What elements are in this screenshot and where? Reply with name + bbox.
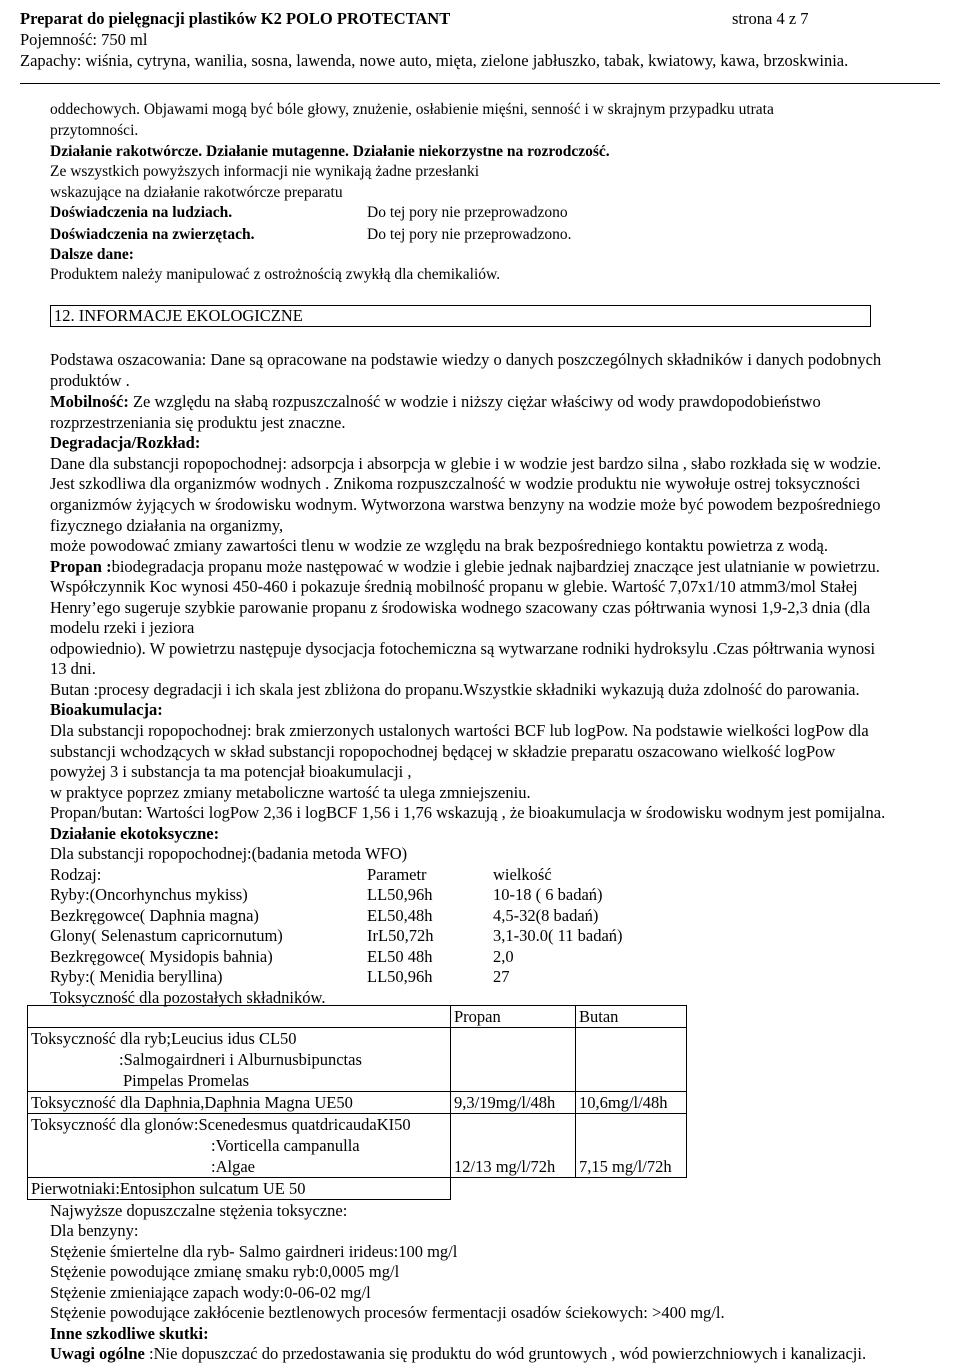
table-cell	[28, 1114, 451, 1178]
table-row	[28, 1092, 687, 1114]
ecotox-cell: 3,1-30.0( 11 badań)	[493, 926, 623, 945]
bioaccumulation-label: Bioakumulacja:	[50, 700, 163, 719]
human-label: Doświadczenia na ludziach.	[50, 204, 233, 221]
table-cell	[28, 1006, 451, 1028]
ecotox-cell: LL50,96h	[367, 885, 433, 904]
ecotox-cell: 4,5-32(8 badań)	[493, 906, 599, 925]
animal-value: Do tej pory nie przeprowadzono.	[367, 226, 572, 243]
ecotox-cell: EL50 48h	[367, 947, 433, 966]
table-row	[28, 1114, 687, 1178]
table-row	[28, 1178, 687, 1200]
mobility-label: Mobilność:	[50, 392, 129, 411]
scents: Zapachy: wiśnia, cytryna, wanilia, sosna, lawenda, nowe auto, mięta, zielone jabłuszko, tabak, kwiatowy, kawa, brzoskwinia.	[20, 51, 849, 70]
tox-line-2: przytomności.	[50, 122, 139, 139]
fish-line-2: :Salmogairdneri i Alburnusbipunctas	[119, 1050, 362, 1069]
bio-propan-label: Propan/butan:	[50, 803, 143, 822]
protozoa-label: Pierwotniaki:Entosiphon sulcatum UE 50	[28, 1178, 451, 1200]
ecotox-header-row	[50, 864, 552, 885]
mobility-line-2: rozprzestrzeniania się produktu jest znaczne.	[50, 413, 346, 432]
general-text: :Nie dopuszczać do przedostawania się produktu do wód gruntowych , wód powierzchniowych i kanalizacji.	[144, 1344, 867, 1363]
toxicity-table	[27, 1005, 687, 1200]
limits-line: Stężenie zmieniające zapach wody:0-06-02 mg/l	[50, 1283, 371, 1302]
further-data-text: Produktem należy manipulować z ostrożnością zwykłą dla chemikaliów.	[50, 266, 501, 283]
fish-line-1: Toksyczność dla ryb;Leucius idus CL50	[31, 1029, 297, 1048]
ecotox-row	[50, 905, 599, 926]
ecotox-row	[50, 925, 623, 946]
degradation-line: odpowiednio). W powietrzu następuje dysocjacja fotochemiczna są wytwarzane rodniki hydroksylu .Czas półtrwania wynosi	[50, 639, 876, 658]
degradation-line: Jest szkodliwa dla organizmów wodnych . Znikoma rozpuszczalność w wodzie produktu nie wywołuje ostrej toksyczności	[50, 474, 861, 493]
ecotox-row	[50, 884, 603, 905]
ecotox-label: Działanie ekotoksyczne:	[50, 824, 220, 843]
ecotox-cell: EL50,48h	[367, 906, 433, 925]
ecotox-cell: IrL50,72h	[367, 926, 434, 945]
degradation-line: modelu rzeki i jeziora	[50, 618, 195, 637]
daphnia-propan: 9,3/19mg/l/48h	[451, 1092, 576, 1114]
degradation-label: Degradacja/Rozkład:	[50, 433, 201, 452]
propan-text: biodegradacja propanu może następować w wodzie i glebie jednak najbardziej znaczące jest ulatnianie w powietrzu.	[111, 557, 880, 576]
degradation-line: Butan :procesy degradacji i ich skala jest zbliżona do propanu.Wszystkie składniki wykazują duża zdolność do parowania.	[50, 680, 860, 699]
degradation-line: organizmów żyjących w środowisku wodnym. Wytworzona warstwa benzyny na wodzie może być powodem bezpośredniego	[50, 495, 881, 514]
degradation-line: może powodować zmiany zawartości tlenu w wodzie ze względu na brak bezpośredniego kontaktu powietrza z wodą.	[50, 536, 828, 555]
table-row	[28, 1028, 687, 1092]
ecotox-cell: Bezkręgowce( Daphnia magna)	[50, 906, 259, 925]
ecotox-cell: Bezkręgowce( Mysidopis bahnia)	[50, 947, 273, 966]
ecotox-cell: Glony( Selenastum capricornutum)	[50, 926, 283, 945]
bioaccumulation-line: w praktyce poprzez zmiany metaboliczne wartość ta ulega zmniejszeniu.	[50, 783, 531, 802]
bioaccumulation-line: powyżej 3 i substancja ta ma potencjał bioakumulacji ,	[50, 762, 412, 781]
ecotox-intro: Dla substancji ropopochodnej:(badania metoda WFO)	[50, 844, 408, 863]
table-header-propan: Propan	[451, 1006, 576, 1028]
table-header-butan: Butan	[576, 1006, 687, 1028]
degradation-line: 13 dni.	[50, 659, 96, 678]
basis-line-1: Podstawa oszacowania: Dane są opracowane na podstawie wiedzy o danych poszczególnych składników i danych podobnych	[50, 350, 882, 369]
bio-propan-text: Wartości logPow 2,36 i logBCF 1,56 i 1,76 wskazują , że bioakumulacja w środowisku wodnym jest pomijalna.	[142, 803, 886, 822]
algae-propan: 12/13 mg/l/72h	[451, 1114, 576, 1178]
table-row	[28, 1006, 687, 1028]
header-rule	[20, 83, 940, 84]
document-title: Preparat do pielęgnacji plastików K2 POLO PROTECTANT	[20, 9, 451, 28]
ecotox-col-param: Parametr	[367, 865, 427, 884]
human-experience-row	[50, 203, 568, 223]
ecotox-cell: Ryby:(Oncorhynchus mykiss)	[50, 885, 248, 904]
algae-line-2: :Vorticella campanulla	[211, 1136, 360, 1155]
fish-line-3: Pimpelas Promelas	[123, 1071, 250, 1090]
daphnia-label: Toksyczność dla Daphnia,Daphnia Magna UE50	[28, 1092, 451, 1114]
limits-line: Stężenie powodujące zmianę smaku ryb:0,0005 mg/l	[50, 1262, 400, 1281]
animal-experience-row	[50, 225, 572, 245]
human-value: Do tej pory nie przeprowadzono	[367, 204, 568, 221]
bio-propan-line	[50, 802, 885, 823]
limits-line: Stężenie powodujące zakłócenie beztlenowych procesów fermentacji osadów ściekowych: >400 mg/l.	[50, 1303, 725, 1322]
limits-line: Stężenie śmiertelne dla ryb- Salmo gairdneri irideus:100 mg/l	[50, 1242, 458, 1261]
section-12-heading: 12. INFORMACJE EKOLOGICZNE	[50, 305, 871, 327]
algae-line-3: :Algae	[211, 1157, 255, 1176]
ecotox-cell: Ryby:( Menidia beryllina)	[50, 967, 223, 986]
bioaccumulation-line: substancji wchodzących w skład substancji ropopochodnej będącej w składzie preparatu oszacowano wielkość logPow	[50, 742, 836, 761]
mobility-line-1	[50, 391, 821, 412]
degradation-line: Dane dla substancji ropopochodnej: adsorpcja i absorpcja w glebie i w wodzie jest bardzo silna , słabo rozkłada się w wodzie.	[50, 454, 882, 473]
limits-line: Dla benzyny:	[50, 1221, 139, 1240]
ecotox-cell: 27	[493, 967, 510, 986]
ecotox-col-value: wielkość	[493, 865, 552, 884]
page-header	[20, 8, 940, 71]
tox-effects: Działanie rakotwórcze. Działanie mutagenne. Działanie niekorzystne na rozrodczość.	[50, 143, 610, 160]
ecotox-row	[50, 966, 510, 987]
other-effects-label: Inne szkodliwe skutki:	[50, 1324, 209, 1343]
tox-line-4: wskazujące na działanie rakotwórcze preparatu	[50, 184, 343, 201]
other-tox-label: Toksyczność dla pozostałych składników.	[50, 988, 326, 1007]
page-number: strona 4 z 7	[732, 9, 809, 28]
degradation-line: fizycznego działania na organizmy,	[50, 516, 284, 535]
daphnia-butan: 10,6mg/l/48h	[576, 1092, 687, 1114]
algae-line-1: Toksyczność dla glonów:Scenedesmus quatdricaudaKI50	[31, 1115, 411, 1134]
limits-line: Najwyższe dopuszczalne stężenia toksyczne:	[50, 1201, 348, 1220]
general-remarks	[50, 1343, 866, 1364]
further-data-label: Dalsze dane:	[50, 246, 134, 263]
tox-line-1: oddechowych. Objawami mogą być bóle głowy, znużenie, osłabienie mięśni, senność i w skrajnym przypadku utrata	[50, 101, 774, 118]
ecotox-col-kind: Rodzaj:	[50, 865, 102, 884]
degradation-line: Henry’ego sugeruje szybkie parowanie propanu z środowiska wodnego szacowany czas półtrwania wynosi 1,9-2,3 dnia (dla	[50, 598, 871, 617]
table-cell	[28, 1028, 451, 1092]
propan-degradation	[50, 556, 880, 577]
mobility-text: Ze względu na słabą rozpuszczalność w wodzie i niższy ciężar właściwy od wody prawdopodobieństwo	[128, 392, 821, 411]
ecotox-row	[50, 946, 514, 967]
capacity: Pojemność: 750 ml	[20, 30, 148, 49]
table-cell	[576, 1028, 687, 1092]
ecotox-cell: 2,0	[493, 947, 514, 966]
table-cell	[451, 1028, 576, 1092]
algae-butan: 7,15 mg/l/72h	[576, 1114, 687, 1178]
basis-line-2: produktów .	[50, 371, 130, 390]
ecotox-cell: LL50,96h	[367, 967, 433, 986]
bioaccumulation-line: Dla substancji ropopochodnej: brak zmierzonych ustalonych wartości BCF lub logPow. Na podstawie wielkości logPow dla	[50, 721, 869, 740]
propan-label: Propan :	[50, 557, 112, 576]
animal-label: Doświadczenia na zwierzętach.	[50, 226, 255, 243]
general-label: Uwagi ogólne	[50, 1344, 145, 1363]
tox-line-3: Ze wszystkich powyższych informacji nie wynikają żadne przesłanki	[50, 163, 480, 180]
degradation-line: Współczynnik Koc wynosi 450-460 i pokazuje średnią mobilność propanu w glebie. Wartość 7,07x1/10 atmm3/mol Stałej	[50, 577, 858, 596]
ecotox-cell: 10-18 ( 6 badań)	[493, 885, 603, 904]
